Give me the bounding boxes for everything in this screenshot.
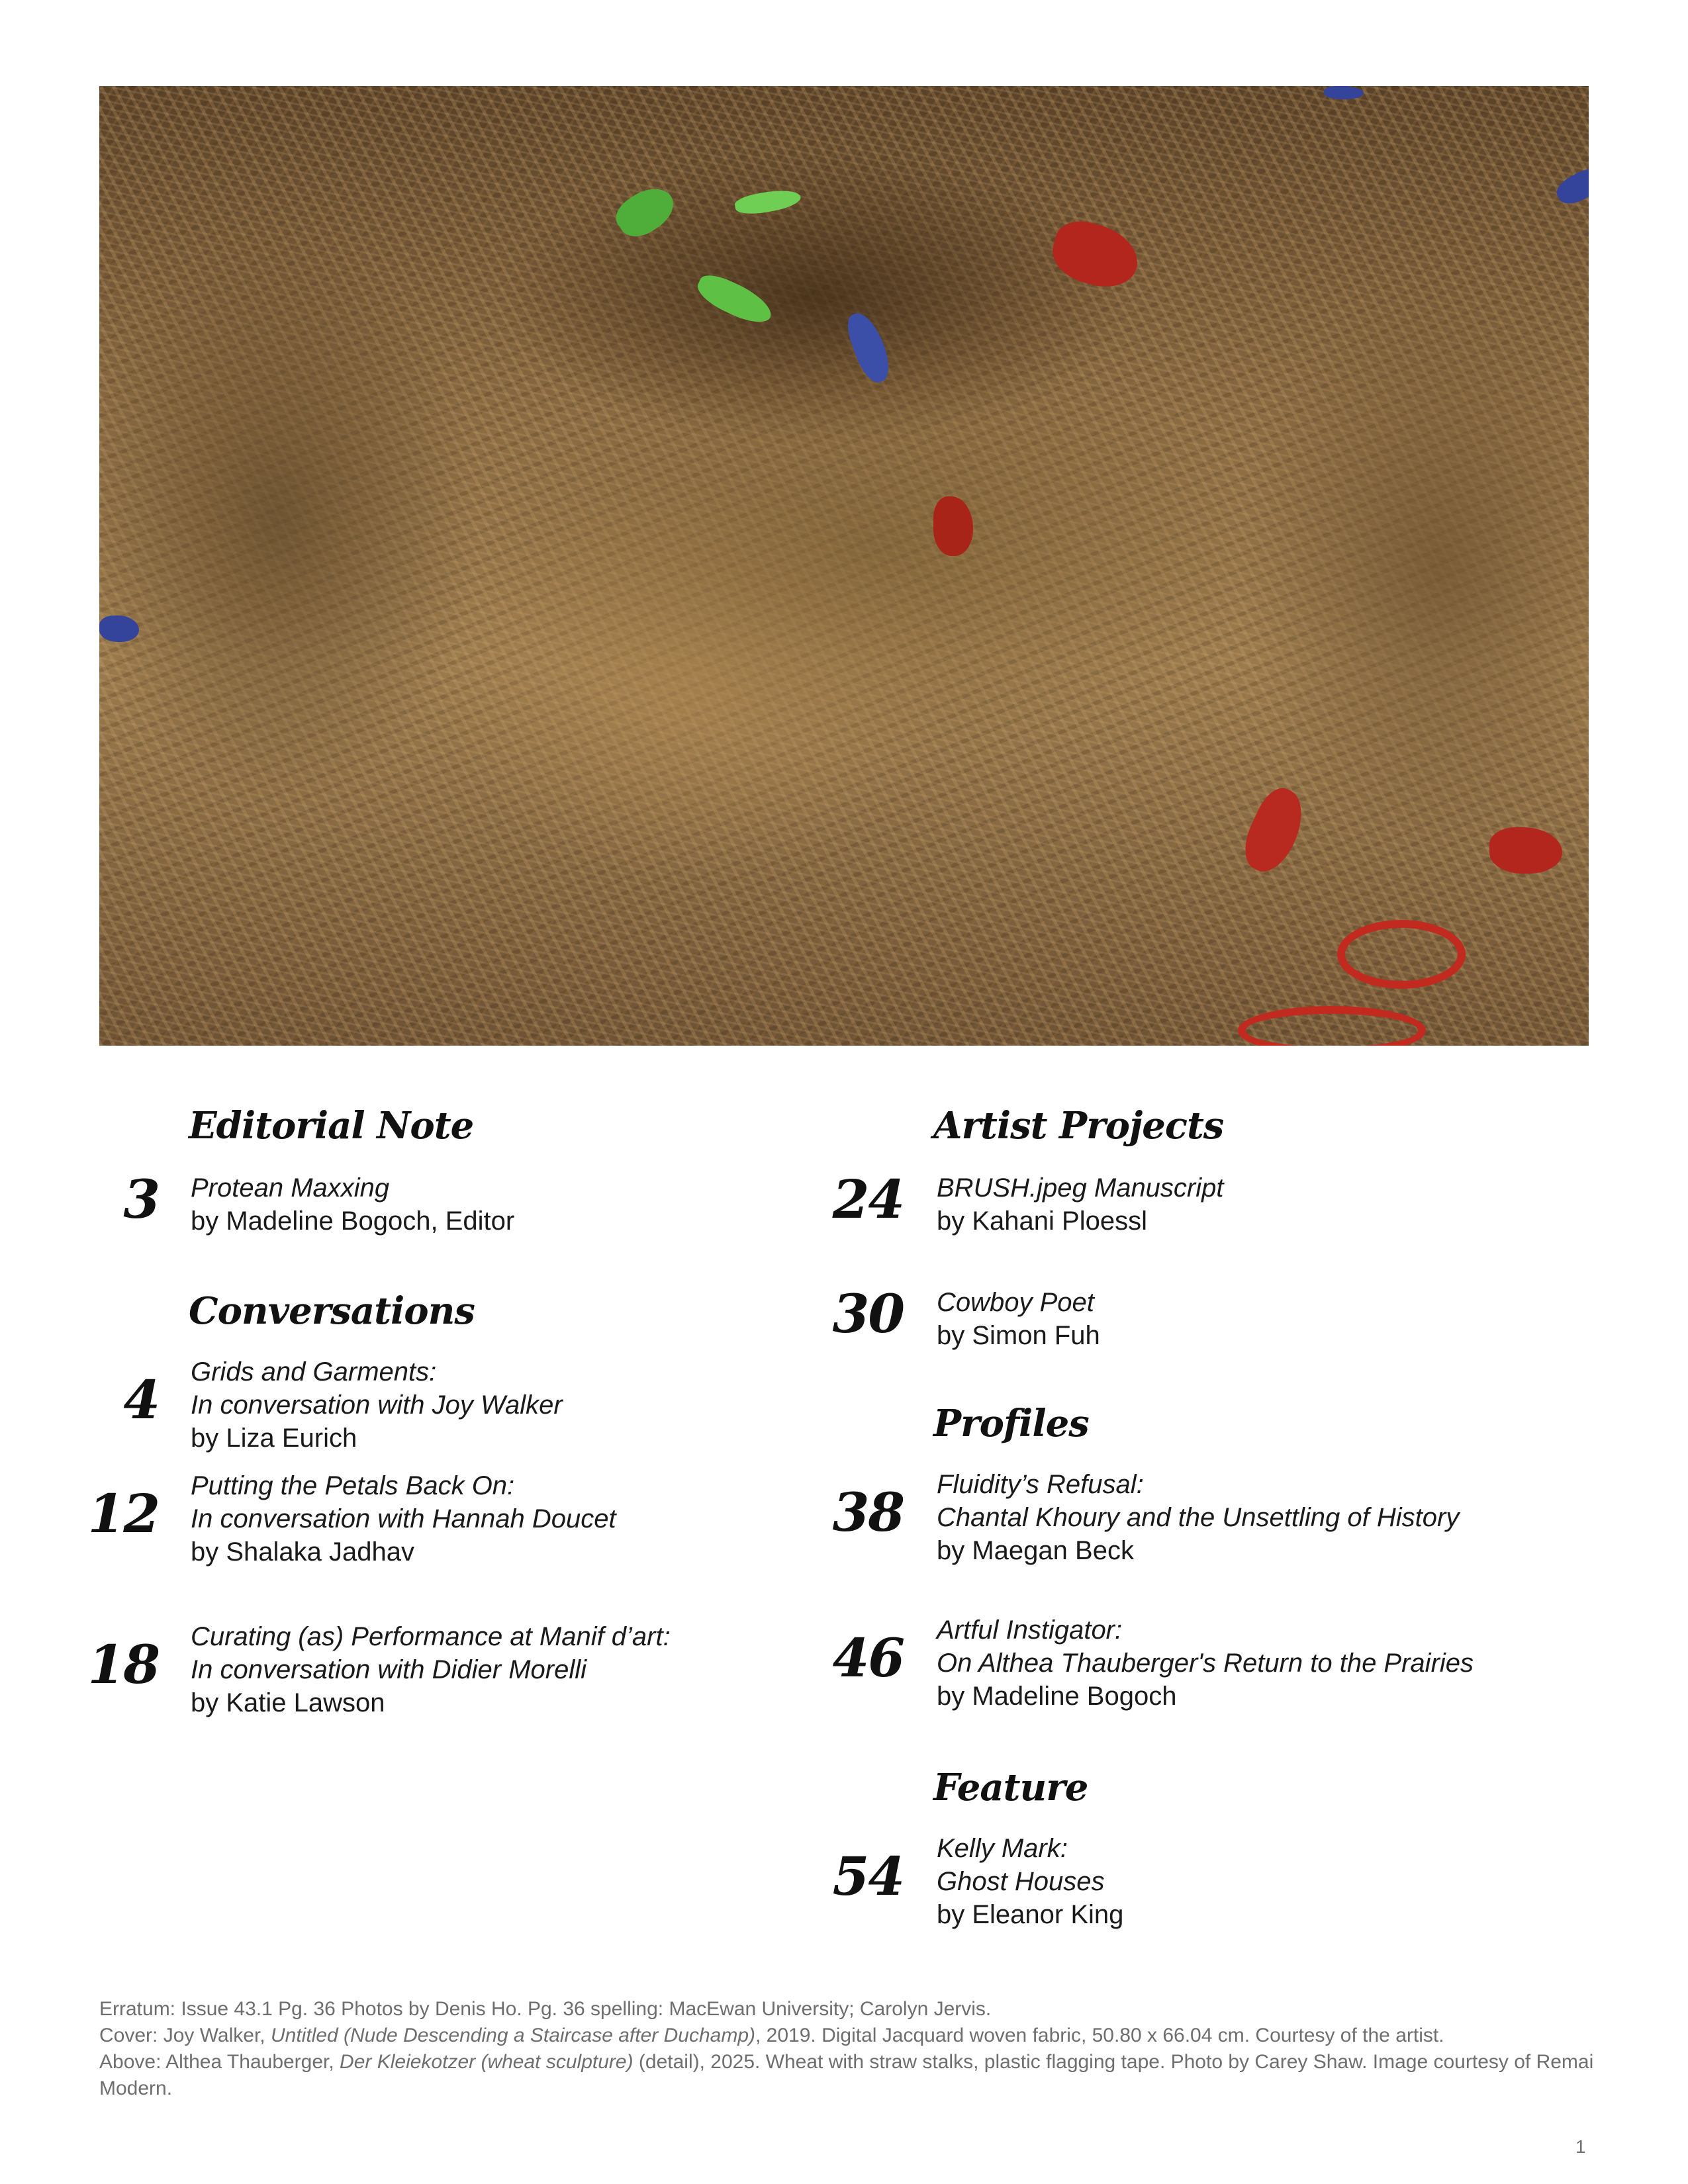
blue-flagging-tape (99, 615, 139, 642)
above-credit-suffix: (detail), 2025. Wheat with straw stalks, plastic flagging tape. Photo by Carey Shaw. Image courtesy of Remai Modern. (99, 2051, 1594, 2099)
section-heading-profiles: Profiles (933, 1402, 1089, 1445)
entry-byline: by Katie Lawson (191, 1688, 385, 1717)
section-heading-feature: Feature (933, 1766, 1088, 1809)
entry-subtitle: In conversation with Joy Walker (191, 1390, 563, 1420)
entry-byline: by Liza Eurich (191, 1424, 357, 1453)
entry-title: BRUSH.jpeg Manuscript (937, 1173, 1224, 1203)
toc-entry-protean-maxxing[interactable] (191, 1171, 514, 1238)
entry-title: Fluidity’s Refusal: (937, 1470, 1144, 1499)
credits-footnote (99, 1996, 1595, 2102)
green-flagging-tape (692, 269, 777, 330)
red-flagging-tape (933, 496, 973, 556)
toc-entry-brush-jpeg-manuscript[interactable] (937, 1171, 1224, 1238)
blue-flagging-tape (843, 308, 896, 387)
toc-entry-curating-as-performance[interactable] (191, 1620, 671, 1719)
above-credit-prefix: Above: Althea Thauberger, (99, 2051, 340, 2073)
toc-entry-putting-the-petals-back-on[interactable] (191, 1469, 616, 1569)
hero-photo (99, 86, 1589, 1046)
page-number-30: 30 (832, 1283, 904, 1345)
green-flagging-tape (733, 187, 802, 218)
toc-entry-grids-and-garments[interactable] (191, 1355, 563, 1455)
entry-subtitle: Chantal Khoury and the Unsettling of History (937, 1503, 1460, 1532)
entry-title: Curating (as) Performance at Manif d’art: (191, 1622, 671, 1651)
toc-entry-cowboy-poet[interactable] (937, 1286, 1100, 1352)
blue-flagging-tape (1324, 86, 1364, 99)
red-flagging-tape (1047, 215, 1145, 295)
entry-subtitle: Ghost Houses (937, 1867, 1105, 1896)
entry-byline: by Madeline Bogoch (937, 1682, 1177, 1711)
entry-title: Putting the Petals Back On: (191, 1471, 515, 1500)
red-flagging-tape (1337, 920, 1466, 989)
entry-title: Kelly Mark: (937, 1834, 1068, 1863)
erratum-line: Erratum: Issue 43.1 Pg. 36 Photos by Denis Ho. Pg. 36 spelling: MacEwan University; Carolyn Jervis. (99, 1998, 992, 2020)
entry-subtitle: On Althea Thauberger's Return to the Prairies (937, 1649, 1474, 1678)
entry-subtitle: In conversation with Hannah Doucet (191, 1504, 616, 1533)
entry-byline: by Kahani Ploessl (937, 1206, 1147, 1236)
green-flagging-tape (610, 179, 681, 246)
page-number-18: 18 (87, 1633, 159, 1696)
above-work-title: Der Kleiekotzer (wheat sculpture) (340, 2051, 633, 2073)
page-number-4: 4 (123, 1369, 159, 1431)
toc-entry-fluiditys-refusal[interactable] (937, 1468, 1459, 1567)
entry-title: Cowboy Poet (937, 1288, 1094, 1317)
toc-entry-artful-instigator[interactable] (937, 1614, 1474, 1713)
section-heading-conversations: Conversations (189, 1289, 475, 1333)
entry-byline: by Shalaka Jadhav (191, 1537, 415, 1567)
entry-byline: by Simon Fuh (937, 1321, 1100, 1350)
above-credit (99, 2049, 1595, 2102)
cover-work-title: Untitled (Nude Descending a Staircase after Duchamp) (270, 2025, 755, 2046)
entry-title: Protean Maxxing (191, 1173, 390, 1203)
entry-byline: by Maegan Beck (937, 1536, 1134, 1565)
red-flagging-tape (1238, 1006, 1426, 1046)
blue-flagging-tape (1552, 161, 1589, 210)
page-number-3: 3 (123, 1168, 159, 1230)
page-number-12: 12 (87, 1482, 159, 1545)
entry-title: Grids and Garments: (191, 1357, 437, 1387)
cover-credit (99, 2023, 1595, 2049)
entry-byline: by Madeline Bogoch, Editor (191, 1206, 515, 1236)
toc-entry-kelly-mark[interactable] (937, 1832, 1123, 1931)
page-number-54: 54 (832, 1845, 904, 1907)
section-heading-artist-projects: Artist Projects (933, 1104, 1224, 1148)
page-number-24: 24 (832, 1168, 904, 1230)
page-number: 1 (1575, 2136, 1586, 2157)
page-number-46: 46 (832, 1627, 904, 1689)
page-number-38: 38 (832, 1481, 904, 1543)
section-heading-editorial-note: Editorial Note (189, 1104, 474, 1148)
red-flagging-tape (1235, 782, 1313, 879)
cover-credit-suffix: , 2019. Digital Jacquard woven fabric, 50.80 x 66.04 cm. Courtesy of the artist. (755, 2025, 1444, 2046)
red-flagging-tape (1489, 827, 1562, 874)
entry-title: Artful Instigator: (937, 1615, 1123, 1645)
cover-credit-prefix: Cover: Joy Walker, (99, 2025, 271, 2046)
entry-subtitle: In conversation with Didier Morelli (191, 1655, 587, 1684)
entry-byline: by Eleanor King (937, 1900, 1124, 1929)
